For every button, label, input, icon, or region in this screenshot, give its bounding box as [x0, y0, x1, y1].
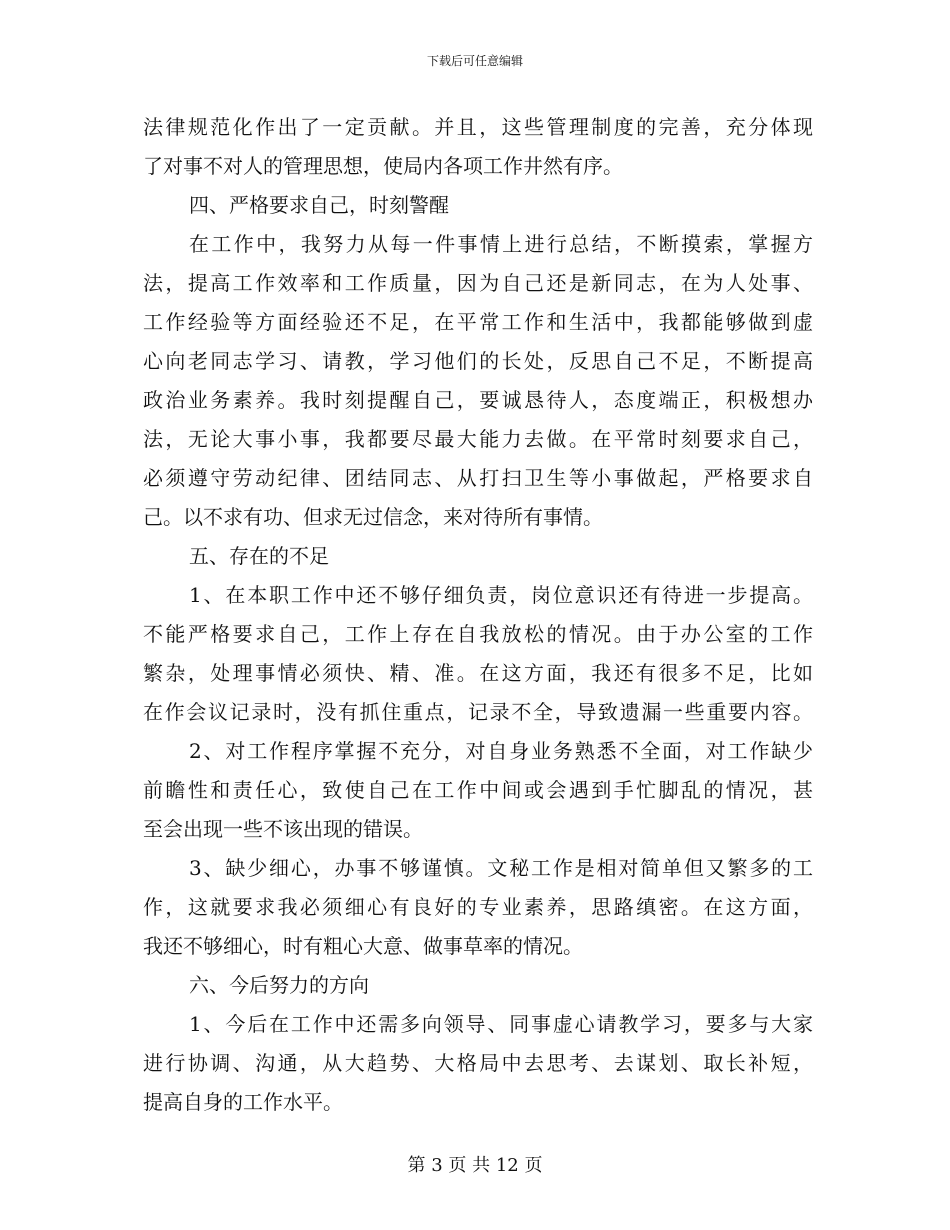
paragraph-line: 提高自身的工作水平。 [143, 1090, 343, 1114]
section-heading: 六、今后努力的方向 [189, 973, 369, 997]
paragraph-line: 2、对工作程序掌握不充分，对自身业务熟悉不全面，对工作缺少 [189, 739, 813, 763]
paragraph-line: 至会出现一些不该出现的错误。 [143, 817, 423, 841]
section-heading: 四、严格要求自己，时刻警醒 [189, 193, 449, 217]
paragraph-line: 3、缺少细心，办事不够谨慎。文秘工作是相对简单但又繁多的工 [189, 856, 813, 880]
paragraph-line: 在作会议记录时，没有抓住重点，记录不全，导致遗漏一些重要内容。 [143, 700, 813, 724]
section-heading: 五、存在的不足 [189, 544, 329, 568]
paragraph-line: 政治业务素养。我时刻提醒自己，要诚恳待人，态度端正，积极想办 [143, 388, 813, 412]
paragraph-line: 法，提高工作效率和工作质量，因为自己还是新同志，在为人处事、 [143, 271, 813, 295]
paragraph-line: 进行协调、沟通，从大趋势、大格局中去思考、去谋划、取长补短， [143, 1051, 813, 1075]
paragraph-line: 工作经验等方面经验还不足，在平常工作和生活中，我都能够做到虚 [143, 310, 813, 334]
paragraph-line: 前瞻性和责任心，致使自己在工作中间或会遇到手忙脚乱的情况，甚 [143, 778, 813, 802]
paragraph-line: 繁杂，处理事情必须快、精、准。在这方面，我还有很多不足，比如 [143, 661, 813, 685]
page-header: 下载后可任意编辑 [426, 54, 523, 68]
paragraph-line: 法律规范化作出了一定贡献。并且，这些管理制度的完善，充分体现 [143, 115, 813, 139]
paragraph-line: 作，这就要求我必须细心有良好的专业素养，思路缜密。在这方面， [143, 895, 813, 919]
document-body [143, 108, 813, 1122]
paragraph-line: 在工作中，我努力从每一件事情上进行总结，不断摸索，掌握方 [189, 232, 813, 256]
paragraph-line: 了对事不对人的管理思想，使局内各项工作井然有序。 [143, 154, 623, 178]
paragraph-line: 必须遵守劳动纪律、团结同志、从打扫卫生等小事做起，严格要求自 [143, 466, 813, 490]
paragraph-line: 法，无论大事小事，我都要尽最大能力去做。在平常时刻要求自己， [143, 427, 813, 451]
paragraph-line: 己。以不求有功、但求无过信念，来对待所有事情。 [143, 505, 603, 529]
paragraph-line: 1、今后在工作中还需多向领导、同事虚心请教学习，要多与大家 [189, 1012, 813, 1036]
paragraph-line: 不能严格要求自己，工作上存在自我放松的情况。由于办公室的工作 [143, 622, 813, 646]
page-footer: 第 3 页 共 12 页 [407, 1155, 543, 1176]
paragraph-line: 心向老同志学习、请教，学习他们的长处，反思自己不足，不断提高 [143, 349, 813, 373]
paragraph-line: 1、在本职工作中还不够仔细负责，岗位意识还有待进一步提高。 [189, 583, 813, 607]
paragraph-line: 我还不够细心，时有粗心大意、做事草率的情况。 [143, 934, 583, 958]
